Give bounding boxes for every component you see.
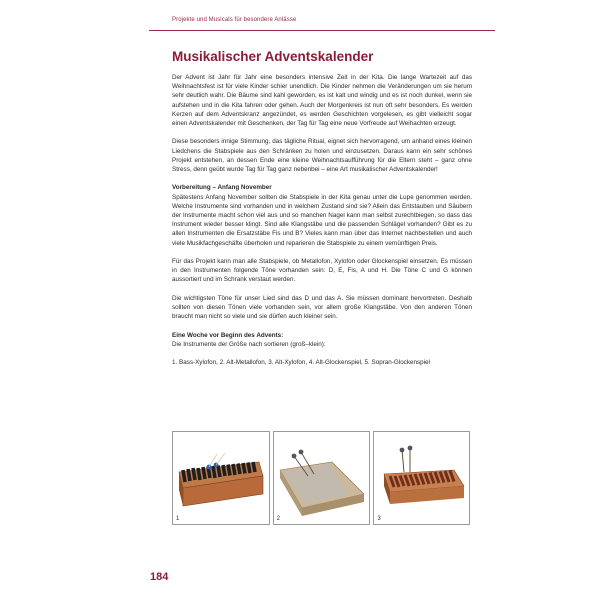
figure-alto-xylophone <box>373 431 470 525</box>
preparation-paragraph-2: Für das Projekt kann man alle Stabspiele, ob Metallofon, Xylofon oder Glockenspiel einsetzen. Es müssen in den Instrumenten folgende Töne vorhanden sein: D, E, Fis, A und H. Die Töne C und G können aussortiert und im Schrank verstaut werden. <box>172 258 472 284</box>
alto-xylophone-illustration <box>374 432 470 524</box>
section-heading-preparation: Vorbereitung – Anfang November <box>172 184 272 192</box>
intro-paragraph-1: Der Advent ist Jahr für Jahr eine besonders intensive Zeit in der Kita. Die lange Wartezeit auf das Weihnachtsfest ist für viele Kinder schier unendlich. Die Kinder nehmen die Veränderungen um sie herum sehr deutlich wahr. Die Bäume sind kahl geworden, es ist kalt und windig und es ist noch dunkel, wenn sie aufstehen und in die Kita fahren oder gehen. Auch der Morgenkreis ist nun oft sehr besonders. Es werden Kerzen auf dem Adventskranz angezündet, es werden Geschichten vorgelesen, es gibt vielleicht sogar einen Adventskalender mit Geschenken, der Tag für Tag eine neue Vorfreude auf Weihachten erzeugt. <box>172 74 472 128</box>
section-heading-week-before: Eine Woche vor Beginn des Advents: <box>172 331 284 339</box>
sorting-intro: Die Instrumente der Größe nach sortieren (groß–klein): <box>172 340 326 348</box>
page-number: 184 <box>150 571 169 583</box>
bass-xylophone-illustration <box>173 432 270 524</box>
preparation-paragraph-3: Die wichtigsten Töne für unser Lied sind das D und das A. Sie müssen dominant hervortreten. Deshalb sollten von diesen Tönen viele vorhanden sein, vor allem große Klangstäbe. Von den anderen Tönen braucht man nicht so viele und sie dürfen auch kleiner sein. <box>172 294 472 321</box>
article-body <box>172 73 472 376</box>
page-title: Musikalischer Adventskalender <box>172 49 374 64</box>
figure-number: 1 <box>176 516 180 522</box>
running-head: Projekte und Musicals für besondere Anlässe <box>172 17 297 23</box>
alto-metallophone-illustration <box>274 432 371 524</box>
instrument-list: 1. Bass-Xylofon, 2. Alt-Metallofon, 3. Alt-Xylofon, 4. Alt-Glockenspiel, 5. Sopran-Glockenspiel <box>172 359 430 367</box>
figure-bass-xylophone <box>172 431 270 525</box>
figure-number: 2 <box>276 516 280 522</box>
figure-number: 3 <box>377 516 381 522</box>
figure-alto-metallophone <box>273 431 371 525</box>
preparation-paragraph-1: Spätestens Anfang November sollten die Stabspiele in der Kita genau unter die Lupe genommen werden. Welche Instrumente sind vorhanden und in welchem Zustand sind sie? Allein das Entstauben und Säubern der Instrumente macht schon viel aus und so manchen Nagel kann man selbst zurechtbiegen, so dass das Instrument wieder besser klingt. Sind alle Klangstäbe und die passenden Schlägel vorhanden? Gibt es zu allen Instrumenten die Ersatzstäbe Fis und B? Vieles kann man über das Internet nachbestellen und auch viele Musikfachgeschäfte überholen und reparieren die Stabspiele zu einem vernünftigen Preis. <box>172 193 472 247</box>
instrument-figures <box>172 431 470 525</box>
header-rule <box>149 30 495 31</box>
intro-paragraph-2: Diese besonders innige Stimmung, das tägliche Ritual, eignet sich hervorragend, um anhand eines kleinen Liedchens die Stabspiele aus den Schränken zu holen und einzusetzen. Daraus kann ein sehr schönes Projekt entstehen, an dessen Ende eine kleine Weihnachtsaufführung für die Eltern steht – ganz ohne Stress, denn geübt wurde Tag für Tag ganz nebenbei – eine Art musikalischer Adventskalender! <box>172 138 472 174</box>
